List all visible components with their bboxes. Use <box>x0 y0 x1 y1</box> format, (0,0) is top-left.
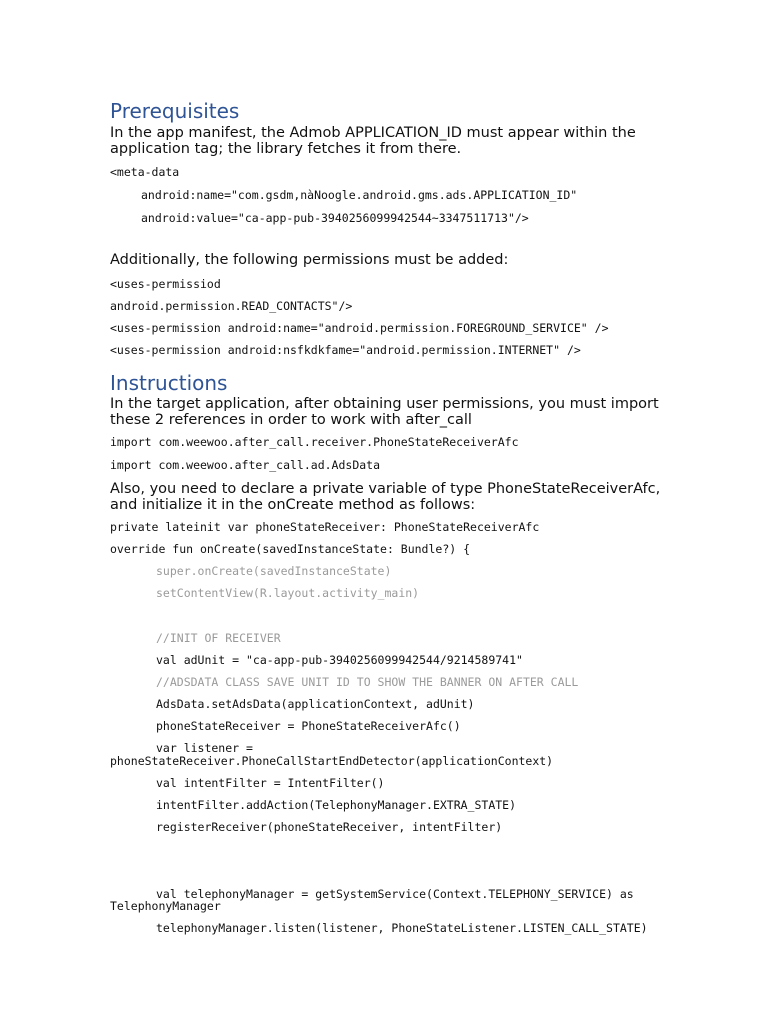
code-super: super.onCreate(savedInstanceState) <box>156 564 392 578</box>
prerequisites-intro: In the app manifest, the Admob APPLICATION_ID must appear within the application tag; the library fetches it from there. <box>110 125 636 157</box>
permissions-intro: Additionally, the following permissions must be added: <box>110 252 509 268</box>
instructions-heading: Instructions <box>110 371 228 395</box>
code-permission-3: <uses-permission android:nsfkdkfame="android.permission.INTERNET" /> <box>110 343 581 357</box>
code-override: override fun onCreate(savedInstanceState: Bundle?) { <box>110 542 471 556</box>
code-meta-open: <meta-data <box>110 165 180 179</box>
code-telephony-a: val telephonyManager = getSystemService(Context.TELEPHONY_SERVICE) as <box>156 887 634 901</box>
code-add-action: intentFilter.addAction(TelephonyManager.EXTRA_STATE) <box>156 798 517 812</box>
code-decl: private lateinit var phoneStateReceiver: PhoneStateReceiverAfc <box>110 520 540 534</box>
code-permission-2: <uses-permission android:name="android.permission.FOREGROUND_SERVICE" /> <box>110 321 609 335</box>
code-register: registerReceiver(phoneStateReceiver, intentFilter) <box>156 820 503 834</box>
code-listener: var listener = phoneStateReceiver.PhoneCallStartEndDetector(applicationContext) <box>110 741 554 768</box>
code-comment-init: //INIT OF RECEIVER <box>156 631 281 645</box>
code-listen: telephonyManager.listen(listener, PhoneStateListener.LISTEN_CALL_STATE) <box>156 921 648 935</box>
code-permission-1a: <uses-permissiod <box>110 277 221 291</box>
code-ad-unit: val adUnit = "ca-app-pub-3940256099942544/9214589741" <box>156 653 523 667</box>
code-import-2: import com.weewoo.after_call.ad.AdsData <box>110 458 381 472</box>
code-meta-name: android:name="com.gsdm,nàNoogle.android.gms.ads.APPLICATION_ID" <box>141 188 578 202</box>
code-intent-filter: val intentFilter = IntentFilter() <box>156 776 385 790</box>
code-comment-ads: //ADSDATA CLASS SAVE UNIT ID TO SHOW THE BANNER ON AFTER CALL <box>156 675 579 689</box>
code-telephony-b: TelephonyManager <box>110 899 221 913</box>
code-content-view: setContentView(R.layout.activity_main) <box>156 586 420 600</box>
code-permission-1b: android.permission.READ_CONTACTS"/> <box>110 299 353 313</box>
code-meta-value: android:value="ca-app-pub-3940256099942544~3347511713"/> <box>141 211 529 225</box>
instructions-intro: In the target application, after obtaining user permissions, you must import these 2 references in order to work with after_call <box>110 396 659 428</box>
declare-intro: Also, you need to declare a private variable of type PhoneStateReceiverAfc, and initialize it in the onCreate method as follows: <box>110 481 661 513</box>
prerequisites-heading: Prerequisites <box>110 99 240 123</box>
code-receiver-init: phoneStateReceiver = PhoneStateReceiverAfc() <box>156 719 461 733</box>
code-set-ads: AdsData.setAdsData(applicationContext, adUnit) <box>156 697 475 711</box>
code-import-1: import com.weewoo.after_call.receiver.PhoneStateReceiverAfc <box>110 435 519 449</box>
